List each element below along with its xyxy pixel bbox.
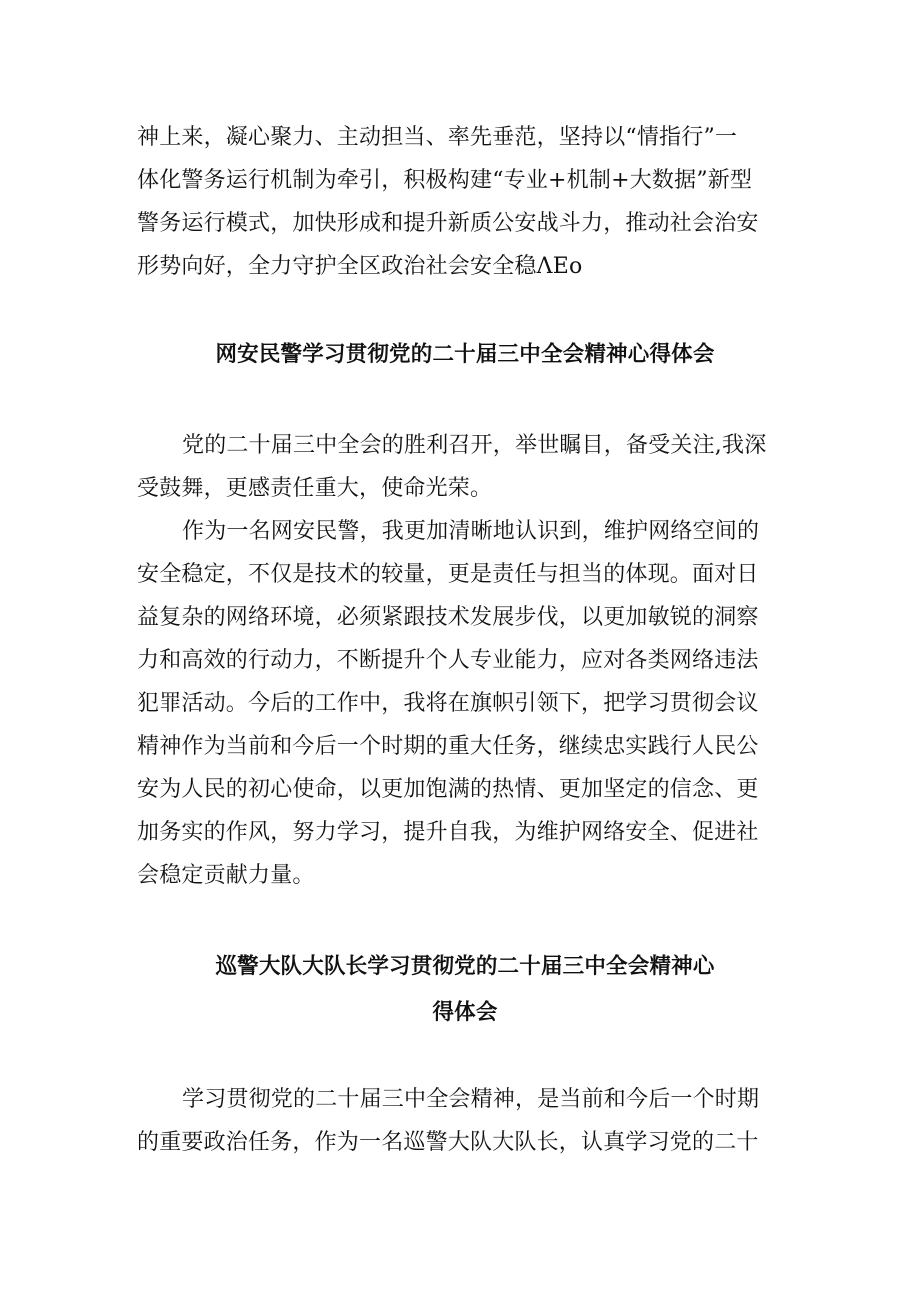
section1-title (137, 332, 793, 378)
section2-paragraph-1 (137, 1078, 793, 1164)
text-line: 形势向好，全力守护全区政治社会安全稳ΛEo (137, 254, 583, 279)
text-line: 犯罪活动。今后的工作中，我将在旗帜引领下，把学习贯彻会议 (137, 691, 759, 716)
text-line: 神上来，凝心聚力、主动担当、率先垂范，坚持以“情指行”一 (137, 125, 738, 150)
text-line: 受鼓舞，更感责任重大，使命光荣。 (137, 476, 493, 501)
title-line: 得体会 (432, 1000, 498, 1025)
text-line: 作为一名网安民警，我更加清晰地认识到，维护网络空间的 (182, 519, 760, 544)
text-line: 力和高效的行动力，不断提升个人专业能力，应对各类网络违法 (137, 648, 759, 673)
text-line: 体化警务运行机制为牵引，积极构建“专业+机制+大数据”新型 (137, 168, 753, 193)
text-line: 党的二十届三中全会的胜利召开，举世瞩目，备受关注,我深 (182, 433, 767, 458)
text-line: 警务运行模式，加快形成和提升新质公安战斗力，推动社会治安 (137, 211, 759, 236)
text-line: 安为人民的初心使命，以更加饱满的热情、更加坚定的信念、更 (137, 777, 759, 802)
text-line: 加务实的作风，努力学习，提升自我，为维护网络安全、促进社 (137, 820, 759, 845)
text-line: 安全稳定，不仅是技术的较量，更是责任与担当的体现。面对日 (137, 562, 759, 587)
text-line: 的重要政治任务，作为一名巡警大队大队长，认真学习党的二十 (137, 1130, 759, 1155)
text-line: 精神作为当前和今后一个时期的重大任务，继续忠实践行人民公 (137, 734, 759, 759)
section2-title (137, 944, 793, 1036)
text-line: 学习贯彻党的二十届三中全会精神，是当前和今后一个时期 (182, 1087, 760, 1112)
text-line: 益复杂的网络环境，必须紧跟技术发展步伐，以更加敏锐的洞察 (137, 605, 759, 630)
section1-paragraph-2 (137, 510, 793, 897)
continued-paragraph (137, 116, 793, 288)
title-line: 网安民警学习贯彻党的二十届三中全会精神心得体会 (215, 342, 715, 367)
text-line: 会稳定贡献力量。 (137, 863, 315, 888)
section1-paragraph-1 (137, 424, 793, 510)
title-line: 巡警大队大队长学习贯彻党的二十届三中全会精神心 (215, 954, 715, 979)
